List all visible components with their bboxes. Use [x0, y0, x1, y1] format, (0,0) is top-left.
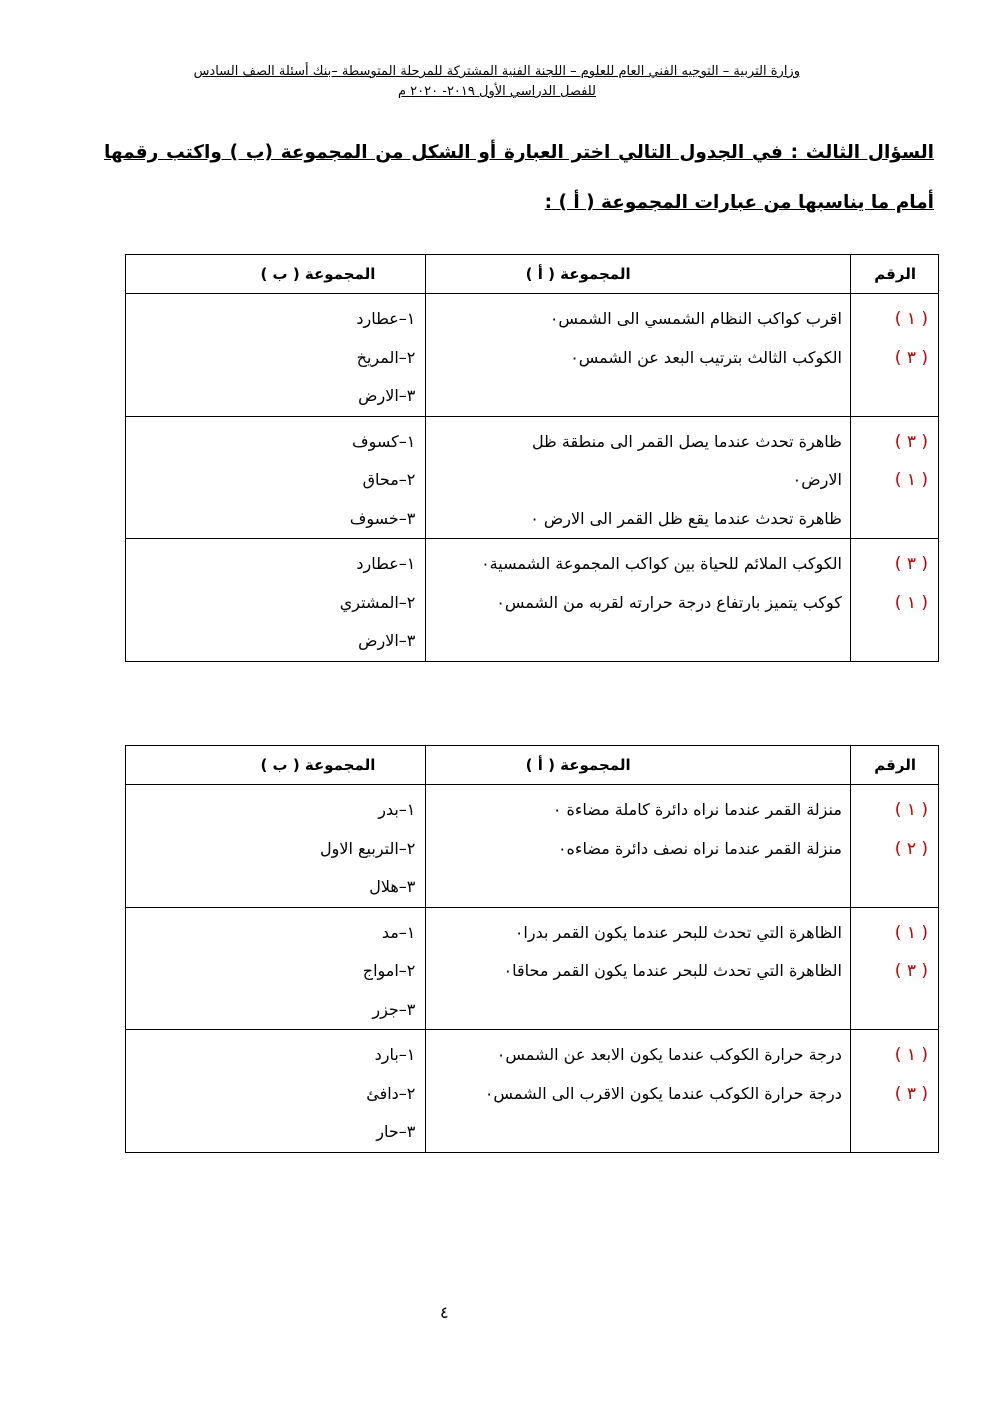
- group-a-cell-line: منزلة القمر عندما نراه دائرة كاملة مضاءة ٠: [552, 800, 842, 819]
- header-number: الرقم: [850, 746, 938, 785]
- group-a-cell-line: منزلة القمر عندما نراه نصف دائرة مضاءه٠: [557, 838, 842, 858]
- group-b-cell: [126, 1030, 426, 1153]
- table-row: [126, 1030, 939, 1153]
- group-b-cell-line: ٣–الارض: [358, 386, 416, 405]
- answer-cell-line: ( ١ ): [894, 309, 928, 329]
- empty-line: [851, 1113, 938, 1152]
- group-b-cell: [126, 416, 426, 539]
- group-b-cell: [126, 907, 426, 1030]
- group-a-cell-line: ظاهرة تحدث عندما يصل القمر الى منطقة ظل: [531, 431, 842, 451]
- group-b-cell-line: ٣–هلال: [369, 877, 416, 896]
- header-group-b: المجموعة ( ب ): [126, 255, 426, 294]
- group-b-cell: [126, 539, 426, 662]
- answer-cell-line: ( ٢ ): [894, 838, 928, 859]
- answer-cell: [850, 294, 938, 417]
- empty-line: [851, 991, 938, 1030]
- group-a-cell-line: [426, 868, 850, 907]
- answer-cell-line: ( ٣ ): [894, 554, 928, 574]
- group-a-cell-line: [426, 622, 850, 661]
- table-row: [126, 785, 939, 908]
- empty-line: [851, 500, 938, 539]
- header-group-a: المجموعة ( أ ): [426, 746, 851, 785]
- empty-line: [851, 377, 938, 416]
- table-row: [126, 539, 939, 662]
- answer-cell: [850, 416, 938, 539]
- group-a-cell: [426, 539, 851, 662]
- group-b-cell-line: ٣–جزر: [372, 999, 416, 1019]
- group-b-cell: [126, 785, 426, 908]
- group-a-cell-line: درجة حرارة الكوكب عندما يكون الابعد عن الشمس٠: [496, 1045, 842, 1064]
- answer-cell-line: ( ١ ): [894, 592, 928, 613]
- group-b-cell-line: ١–بارد: [374, 1045, 416, 1064]
- answer-cell: [850, 907, 938, 1030]
- table-1-body: [126, 294, 939, 662]
- group-a-cell: [426, 785, 851, 908]
- group-b-cell-line: ١–بدر: [378, 800, 416, 819]
- page-number: ٤: [440, 1303, 449, 1322]
- group-b-cell-line: ١–مد: [381, 922, 416, 942]
- group-a-cell-line: [426, 377, 850, 416]
- table-row: [126, 907, 939, 1030]
- group-a-cell: [426, 1030, 851, 1153]
- question-title: السؤال الثالث : في الجدول التالي اختر العبارة أو الشكل من المجموعة (ب ) واكتب رقمها أمام ما يناسبها من عبارات المجموعة ( أ ) :: [104, 142, 934, 213]
- group-a-cell-line: [426, 1113, 850, 1152]
- matching-table-2: [125, 745, 939, 1153]
- group-a-cell-line: الارض٠: [792, 470, 842, 489]
- group-a-cell-line: الكوكب الملائم للحياة بين كواكب المجموعة الشمسية٠: [481, 554, 842, 573]
- group-a-cell-line: الظاهرة التي تحدث للبحر عندما يكون القمر بدرا٠: [514, 922, 842, 942]
- answer-cell-line: ( ١ ): [894, 470, 928, 490]
- header-group-a: المجموعة ( أ ): [426, 255, 851, 294]
- answer-cell-line: ( ١ ): [894, 922, 928, 943]
- group-b-cell-line: ٣–الارض: [358, 631, 416, 650]
- group-a-cell-line: درجة حرارة الكوكب عندما يكون الاقرب الى الشمس٠: [484, 1083, 842, 1103]
- group-b-cell-line: ٢–دافئ: [366, 1083, 416, 1103]
- group-a-cell-line: ظاهرة تحدث عندما يقع ظل القمر الى الارض ٠: [530, 508, 842, 528]
- answer-cell-line: ( ١ ): [894, 1045, 928, 1065]
- group-b-cell-line: ٣–خسوف: [349, 508, 416, 528]
- group-a-cell-line: الظاهرة التي تحدث للبحر عندما يكون القمر محاقا٠: [503, 961, 842, 980]
- group-b-cell-line: ٢–المشتري: [339, 592, 416, 612]
- table-row: [126, 416, 939, 539]
- table-2-body: [126, 785, 939, 1153]
- answer-cell-line: ( ٣ ): [894, 431, 928, 452]
- group-b-cell-line: ٢–التربيع الاول: [320, 838, 416, 858]
- group-b-cell-line: ١–كسوف: [352, 431, 416, 451]
- empty-line: [851, 622, 938, 661]
- group-a-cell: [426, 416, 851, 539]
- answer-cell-line: ( ٣ ): [894, 1083, 928, 1104]
- group-b-cell: [126, 294, 426, 417]
- answer-cell-line: ( ٣ ): [894, 961, 928, 981]
- answer-cell: [850, 539, 938, 662]
- answer-cell: [850, 1030, 938, 1153]
- group-b-cell-line: ١–عطارد: [356, 554, 416, 573]
- answer-cell-line: ( ١ ): [894, 800, 928, 820]
- answer-cell-line: ( ٣ ): [894, 347, 928, 368]
- header-semester-line: للفصل الدراسي الأول ٢٠١٩- ٢٠٢٠ م: [397, 84, 596, 99]
- group-b-cell-line: ١–عطارد: [356, 309, 416, 328]
- group-a-cell-line: [426, 991, 850, 1030]
- table-row: [126, 294, 939, 417]
- group-a-cell-line: اقرب كواكب النظام الشمسي الى الشمس٠: [549, 309, 842, 328]
- empty-line: [851, 868, 938, 907]
- group-a-cell-line: كوكب يتميز بارتفاع درجة حرارته لقربه من الشمس٠: [496, 592, 842, 612]
- matching-table-1: [125, 254, 939, 662]
- group-b-cell-line: ٢–امواج: [362, 961, 416, 980]
- group-a-cell: [426, 294, 851, 417]
- group-b-cell-line: ٢–محاق: [362, 470, 416, 489]
- header-ministry-line: وزارة التربية – التوجيه الفني العام للعلوم – اللجنة الفنية المشتركة للمرحلة المتوسطة –بنك أسئلة الصف السادس: [193, 64, 800, 79]
- group-b-cell-line: ٢–المريخ: [356, 347, 416, 367]
- group-a-cell: [426, 907, 851, 1030]
- group-b-cell-line: ٣–حار: [376, 1122, 416, 1141]
- header-group-b: المجموعة ( ب ): [126, 746, 426, 785]
- header-number: الرقم: [850, 255, 938, 294]
- group-a-cell-line: الكوكب الثالث بترتيب البعد عن الشمس٠: [570, 347, 842, 367]
- answer-cell: [850, 785, 938, 908]
